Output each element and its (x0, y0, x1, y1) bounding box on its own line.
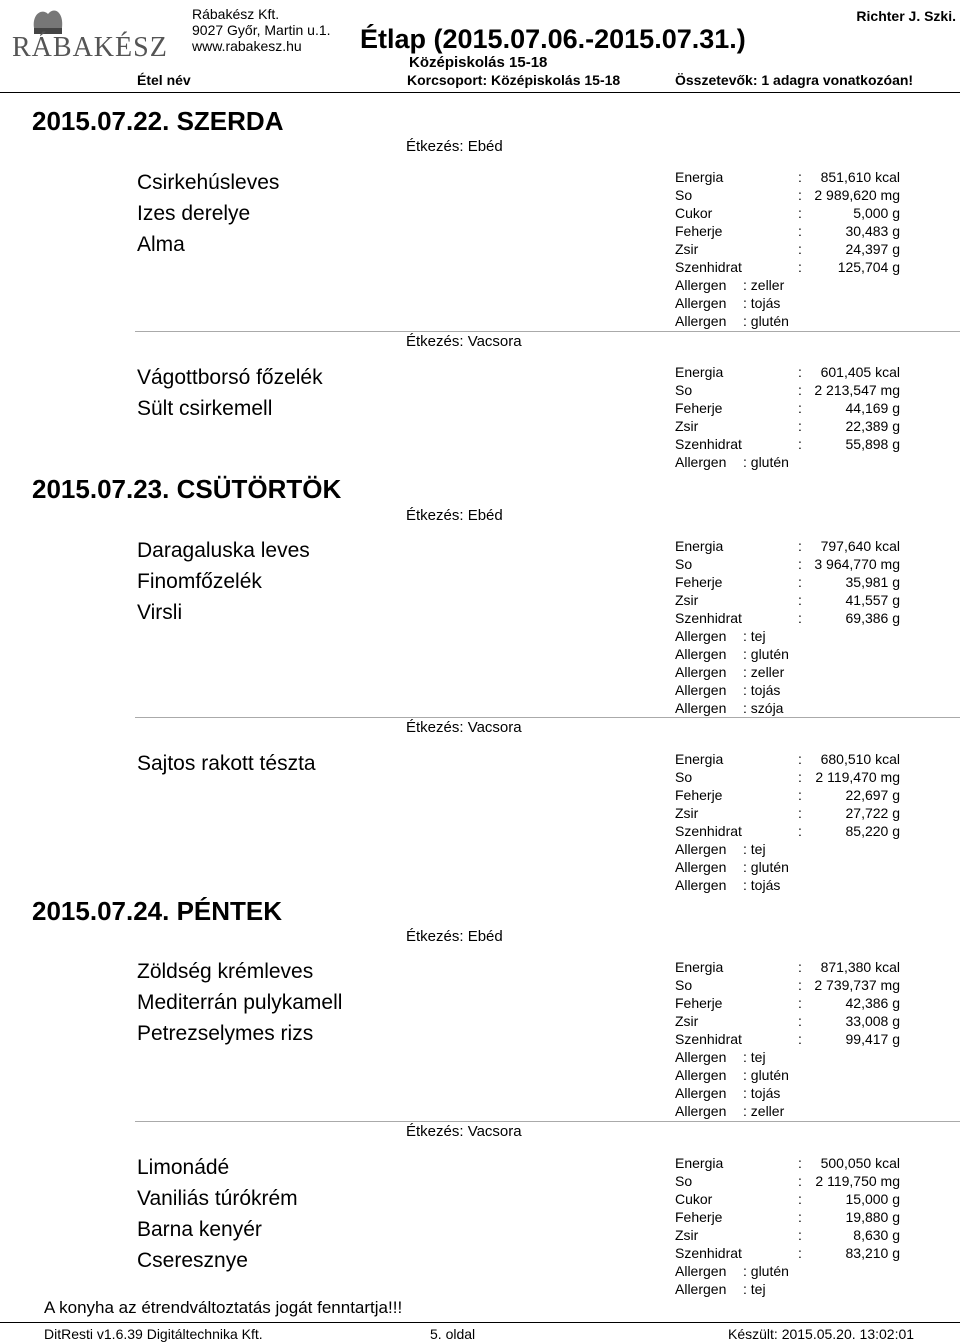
allergen-label: Allergen (675, 277, 727, 293)
column-ingredients: Összetevők: 1 adagra vonatkozóan! (675, 72, 914, 88)
nutrient-value: 2 989,620 mg (814, 187, 900, 203)
meal-type: Étkezés: Vacsora (406, 333, 522, 350)
nutrient-row (675, 1190, 955, 1208)
allergen-row (675, 276, 955, 294)
nutrient-label: Feherje (675, 995, 723, 1011)
day-title: 2015.07.22. SZERDA (32, 106, 284, 136)
nutrient-label: So (675, 187, 693, 203)
nutrient-value: 601,405 kcal (820, 364, 900, 380)
allergen-value: : szója (743, 700, 784, 716)
nutrient-colon: : (798, 436, 802, 452)
nutrient-colon: : (798, 1013, 802, 1029)
nutrient-row (675, 750, 955, 768)
nutrient-row (675, 417, 955, 435)
nutrient-label: Energia (675, 538, 724, 554)
nutrient-label: Energia (675, 959, 724, 975)
page-title: Étlap (2015.07.06.-2015.07.31.) (360, 24, 746, 54)
nutrient-label: Szenhidrat (675, 1031, 742, 1047)
nutrition-table (675, 1154, 955, 1298)
meal-type: Étkezés: Vacsora (406, 1123, 522, 1140)
nutrient-value: 35,981 g (845, 574, 900, 590)
nutrient-colon: : (798, 1209, 802, 1225)
nutrient-row (675, 555, 955, 573)
allergen-row (675, 681, 955, 699)
nutrient-row (675, 204, 955, 222)
nutrient-row (675, 222, 955, 240)
meal-type: Étkezés: Ebéd (406, 507, 503, 524)
allergen-row (675, 645, 955, 663)
allergen-label: Allergen (675, 454, 727, 470)
author-label: Richter J. Szki. (856, 8, 956, 24)
nutrient-label: Zsir (675, 805, 699, 821)
allergen-row (675, 699, 955, 717)
nutrient-colon: : (798, 805, 802, 821)
nutrient-label: So (675, 769, 693, 785)
allergen-label: Allergen (675, 1263, 727, 1279)
dish-name: Limonádé (137, 1156, 230, 1179)
nutrient-colon: : (798, 187, 802, 203)
nutrient-colon: : (798, 1191, 802, 1207)
nutrient-value: 27,722 g (845, 805, 900, 821)
nutrient-value: 55,898 g (845, 436, 900, 452)
nutrient-label: So (675, 556, 693, 572)
nutrient-label: Energia (675, 364, 724, 380)
dish-name: Mediterrán pulykamell (137, 991, 343, 1014)
nutrient-row (675, 768, 955, 786)
nutrient-label: Szenhidrat (675, 436, 742, 452)
allergen-name: glutén (750, 1067, 789, 1083)
allergen-value: : tej (743, 628, 766, 644)
nutrient-row (675, 258, 955, 276)
page-subtitle: Középiskolás 15-18 (409, 54, 548, 71)
nutrient-value: 33,008 g (845, 1013, 900, 1029)
allergen-row (675, 312, 955, 330)
nutrient-colon: : (798, 769, 802, 785)
nutrient-value: 22,389 g (845, 418, 900, 434)
nutrient-colon: : (798, 787, 802, 803)
allergen-label: Allergen (675, 628, 727, 644)
allergen-value: : tojás (743, 1085, 781, 1101)
logo-text: RÁBAKÉSZ (12, 32, 168, 63)
nutrient-label: Cukor (675, 1191, 713, 1207)
dish-name: Izes derelye (137, 202, 251, 225)
nutrient-row (675, 435, 955, 453)
nutrient-row (675, 168, 955, 186)
allergen-row (675, 1066, 955, 1084)
nutrient-colon: : (798, 823, 802, 839)
dish-name: Alma (137, 233, 185, 256)
nutrient-row (675, 591, 955, 609)
nutrient-row (675, 1208, 955, 1226)
allergen-name: tej (750, 1049, 766, 1065)
allergen-label: Allergen (675, 1103, 727, 1119)
company-name: Rábakész Kft. (192, 6, 280, 22)
allergen-row (675, 294, 955, 312)
nutrient-colon: : (798, 400, 802, 416)
allergen-name: zeller (750, 664, 785, 680)
allergen-name: glutén (750, 313, 789, 329)
allergen-label: Allergen (675, 1281, 727, 1297)
allergen-value: : tej (743, 841, 766, 857)
nutrient-row (675, 1244, 955, 1262)
meal-type: Étkezés: Ebéd (406, 138, 503, 155)
allergen-name: tej (750, 628, 766, 644)
allergen-label: Allergen (675, 841, 727, 857)
allergen-name: glutén (750, 1263, 789, 1279)
nutrient-colon: : (798, 1173, 802, 1189)
nutrient-colon: : (798, 169, 802, 185)
allergen-label: Allergen (675, 859, 727, 875)
dish-name: Zöldség krémleves (137, 960, 314, 983)
allergen-value: : glutén (743, 454, 789, 470)
allergen-label: Allergen (675, 1067, 727, 1083)
nutrient-label: Szenhidrat (675, 610, 742, 626)
allergen-label: Allergen (675, 700, 727, 716)
nutrient-colon: : (798, 592, 802, 608)
meal-type: Étkezés: Vacsora (406, 719, 522, 736)
allergen-value: : tojás (743, 682, 781, 698)
allergen-value: : tej (743, 1281, 766, 1297)
nutrient-value: 797,640 kcal (820, 538, 900, 554)
allergen-label: Allergen (675, 1049, 727, 1065)
allergen-label: Allergen (675, 646, 727, 662)
allergen-value: : zeller (743, 664, 785, 680)
nutrient-value: 42,386 g (845, 995, 900, 1011)
nutrient-colon: : (798, 205, 802, 221)
nutrient-label: Feherje (675, 787, 723, 803)
allergen-label: Allergen (675, 664, 727, 680)
dish-name: Vaniliás túrókrém (137, 1187, 298, 1210)
allergen-label: Allergen (675, 295, 727, 311)
column-food-name: Étel név (137, 72, 191, 88)
company-address: 9027 Győr, Martin u.1. (192, 22, 331, 38)
nutrient-colon: : (798, 995, 802, 1011)
allergen-row (675, 840, 955, 858)
nutrient-colon: : (798, 538, 802, 554)
allergen-row (675, 1102, 955, 1120)
company-logo (4, 4, 184, 70)
nutrient-label: Szenhidrat (675, 259, 742, 275)
nutrient-colon: : (798, 556, 802, 572)
nutrient-row (675, 381, 955, 399)
nutrient-row (675, 1030, 955, 1048)
dish-name: Virsli (137, 601, 183, 624)
meal-type: Étkezés: Ebéd (406, 928, 503, 945)
nutrition-table (675, 168, 955, 330)
kitchen-notice: A konyha az étrendváltoztatás jogát fenntartja!!! (44, 1298, 403, 1317)
dish-name: Csirkehúsleves (137, 171, 280, 194)
allergen-row (675, 858, 955, 876)
nutrient-row (675, 573, 955, 591)
allergen-row (675, 627, 955, 645)
allergen-row (675, 663, 955, 681)
allergen-value: : zeller (743, 277, 785, 293)
allergen-value: : tojás (743, 295, 781, 311)
nutrient-row (675, 994, 955, 1012)
nutrient-row (675, 399, 955, 417)
nutrient-row (675, 609, 955, 627)
nutrient-label: Zsir (675, 1013, 699, 1029)
dish-name: Daragaluska leves (137, 539, 310, 562)
nutrient-label: Energia (675, 169, 724, 185)
allergen-label: Allergen (675, 1085, 727, 1101)
nutrient-label: Zsir (675, 418, 699, 434)
nutrient-value: 871,380 kcal (820, 959, 900, 975)
nutrient-row (675, 1226, 955, 1244)
dish-name: Sült csirkemell (137, 397, 273, 420)
nutrient-value: 2 213,547 mg (814, 382, 900, 398)
nutrient-row (675, 1012, 955, 1030)
allergen-value: : glutén (743, 859, 789, 875)
allergen-value: : glutén (743, 1263, 789, 1279)
nutrient-label: Feherje (675, 1209, 723, 1225)
allergen-value: : glutén (743, 1067, 789, 1083)
nutrient-label: So (675, 977, 693, 993)
nutrient-colon: : (798, 418, 802, 434)
nutrient-label: Szenhidrat (675, 1245, 742, 1261)
nutrition-table (675, 363, 955, 471)
allergen-label: Allergen (675, 877, 727, 893)
meal-separator (135, 717, 960, 718)
nutrient-value: 85,220 g (845, 823, 900, 839)
allergen-name: szója (750, 700, 784, 716)
allergen-value: : tej (743, 1049, 766, 1065)
header-rule (0, 92, 960, 93)
allergen-row (675, 1280, 955, 1298)
nutrient-row (675, 958, 955, 976)
nutrient-label: Feherje (675, 400, 723, 416)
nutrient-value: 15,000 g (845, 1191, 900, 1207)
nutrient-label: So (675, 382, 693, 398)
nutrient-value: 83,210 g (845, 1245, 900, 1261)
nutrient-row (675, 822, 955, 840)
allergen-name: tojás (750, 1085, 781, 1101)
nutrient-row (675, 1154, 955, 1172)
nutrient-colon: : (798, 977, 802, 993)
footer-created: Készült: 2015.05.20. 13:02:01 (728, 1326, 915, 1342)
allergen-row (675, 876, 955, 894)
nutrient-label: Cukor (675, 205, 713, 221)
nutrient-label: Energia (675, 751, 724, 767)
nutrient-value: 69,386 g (845, 610, 900, 626)
allergen-label: Allergen (675, 682, 727, 698)
day-title: 2015.07.23. CSÜTÖRTÖK (32, 474, 342, 504)
allergen-value: : zeller (743, 1103, 785, 1119)
nutrient-colon: : (798, 959, 802, 975)
allergen-name: tej (750, 841, 766, 857)
nutrient-value: 19,880 g (845, 1209, 900, 1225)
allergen-name: glutén (750, 454, 789, 470)
nutrient-row (675, 786, 955, 804)
nutrition-table (675, 958, 955, 1120)
column-age-group: Korcsoport: Középiskolás 15-18 (407, 72, 621, 88)
nutrient-row (675, 186, 955, 204)
nutrient-colon: : (798, 382, 802, 398)
nutrient-label: Zsir (675, 1227, 699, 1243)
nutrient-value: 2 119,470 mg (815, 769, 900, 785)
allergen-name: tojás (750, 877, 781, 893)
nutrient-value: 851,610 kcal (820, 169, 900, 185)
nutrient-value: 125,704 g (837, 259, 900, 275)
nutrient-value: 680,510 kcal (820, 751, 900, 767)
nutrient-colon: : (798, 259, 802, 275)
nutrient-value: 3 964,770 mg (814, 556, 900, 572)
nutrient-value: 99,417 g (845, 1031, 900, 1047)
allergen-name: zeller (750, 1103, 785, 1119)
allergen-name: tojás (750, 682, 781, 698)
dish-name: Petrezselymes rizs (137, 1022, 314, 1045)
nutrient-colon: : (798, 574, 802, 590)
dish-name: Cseresznye (137, 1249, 248, 1272)
nutrient-value: 8,630 g (853, 1227, 900, 1243)
allergen-row (675, 1048, 955, 1066)
nutrient-label: Feherje (675, 574, 723, 590)
nutrient-colon: : (798, 1227, 802, 1243)
company-website[interactable]: www.rabakesz.hu (192, 38, 302, 54)
nutrient-row (675, 537, 955, 555)
nutrient-value: 24,397 g (845, 241, 900, 257)
nutrient-value: 500,050 kcal (820, 1155, 900, 1171)
allergen-row (675, 1262, 955, 1280)
nutrient-value: 5,000 g (853, 205, 900, 221)
allergen-name: tej (750, 1281, 766, 1297)
allergen-value: : glutén (743, 313, 789, 329)
nutrient-colon: : (798, 1245, 802, 1261)
nutrient-value: 22,697 g (845, 787, 900, 803)
nutrient-colon: : (798, 1031, 802, 1047)
nutrient-label: Energia (675, 1155, 724, 1171)
allergen-value: : glutén (743, 646, 789, 662)
nutrient-row (675, 363, 955, 381)
nutrition-table (675, 750, 955, 894)
nutrient-label: Zsir (675, 592, 699, 608)
nutrient-row (675, 804, 955, 822)
nutrient-colon: : (798, 610, 802, 626)
footer-rule (0, 1322, 960, 1323)
nutrient-value: 41,557 g (845, 592, 900, 608)
allergen-value: : tojás (743, 877, 781, 893)
nutrient-row (675, 240, 955, 258)
meal-separator (135, 331, 960, 332)
allergen-name: glutén (750, 646, 789, 662)
nutrient-colon: : (798, 1155, 802, 1171)
nutrient-value: 2 739,737 mg (814, 977, 900, 993)
nutrient-label: Feherje (675, 223, 723, 239)
nutrient-value: 30,483 g (845, 223, 900, 239)
nutrient-colon: : (798, 223, 802, 239)
nutrient-colon: : (798, 751, 802, 767)
dish-name: Barna kenyér (137, 1218, 262, 1241)
footer-page-number: 5. oldal (430, 1326, 476, 1342)
day-title: 2015.07.24. PÉNTEK (32, 896, 283, 926)
nutrient-colon: : (798, 364, 802, 380)
nutrient-value: 2 119,750 mg (815, 1173, 900, 1189)
nutrition-table (675, 537, 955, 717)
dish-name: Vágottborsó főzelék (137, 366, 323, 389)
nutrient-label: Zsir (675, 241, 699, 257)
allergen-name: tojás (750, 295, 781, 311)
nutrient-label: Szenhidrat (675, 823, 742, 839)
dish-name: Sajtos rakott tészta (137, 752, 316, 775)
allergen-name: zeller (750, 277, 785, 293)
footer-software: DitResti v1.6.39 Digitáltechnika Kft. (44, 1326, 263, 1342)
allergen-row (675, 453, 955, 471)
nutrient-row (675, 1172, 955, 1190)
nutrient-value: 44,169 g (845, 400, 900, 416)
allergen-row (675, 1084, 955, 1102)
allergen-name: glutén (750, 859, 789, 875)
allergen-label: Allergen (675, 313, 727, 329)
nutrient-label: So (675, 1173, 693, 1189)
meal-separator (135, 1121, 960, 1122)
nutrient-colon: : (798, 241, 802, 257)
dish-name: Finomfőzelék (137, 570, 262, 593)
nutrient-row (675, 976, 955, 994)
